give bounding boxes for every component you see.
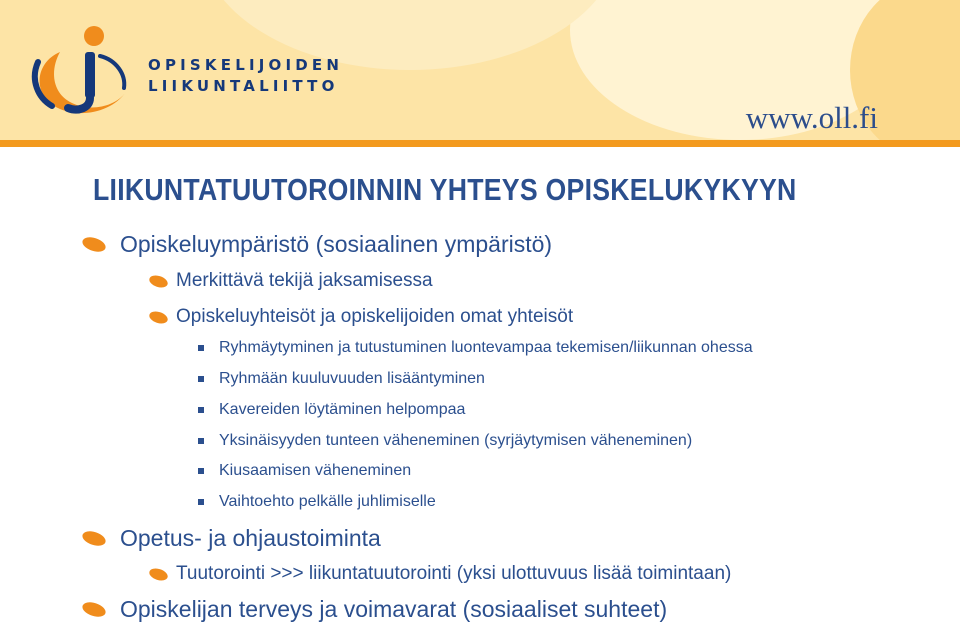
bullet-text: Kavereiden löytäminen helpompaa [219, 401, 466, 418]
bullet-text: Opetus- ja ohjaustoiminta [120, 525, 381, 551]
bullet-item [149, 270, 433, 292]
slide-title: LIIKUNTATUUTOROINNIN YHTEYS OPISKELUKYKYYN [93, 172, 797, 207]
bullet-icon [148, 273, 169, 289]
bullet-item [198, 432, 692, 450]
bullet-item [82, 525, 381, 552]
bullet-item [198, 401, 465, 419]
bullet-item [149, 563, 731, 585]
bullet-item [198, 462, 411, 480]
square-bullet-icon [198, 468, 204, 474]
logo-line-1: OPISKELIJOIDEN [148, 56, 344, 74]
square-bullet-icon [198, 376, 204, 382]
bullet-text: Opiskeluyhteisöt ja opiskelijoiden omat yhteisöt [176, 306, 574, 327]
bullet-icon [81, 235, 108, 255]
bullet-icon [148, 566, 169, 582]
bullet-icon [81, 600, 108, 620]
website-url[interactable]: www.oll.fi [745, 100, 878, 135]
bullet-item [82, 596, 667, 623]
square-bullet-icon [198, 438, 204, 444]
square-bullet-icon [198, 499, 204, 505]
bullet-text: Kiusaamisen väheneminen [219, 462, 412, 479]
square-bullet-icon [198, 345, 204, 351]
bullet-text: Ryhmään kuuluvuuden lisääntyminen [219, 370, 485, 387]
bullet-item [198, 493, 436, 511]
bullet-icon [81, 529, 108, 549]
square-bullet-icon [198, 407, 204, 413]
bullet-text: Tuutorointi >>> liikuntatuutorointi (yksi ulottuvuus lisää toimintaan) [176, 563, 732, 584]
bullet-text: Yksinäisyyden tunteen väheneminen (syrjäytymisen väheneminen) [219, 432, 693, 449]
bullet-item [198, 370, 485, 388]
bullet-text: Opiskeluympäristö (sosiaalinen ympäristö) [120, 231, 553, 257]
bullet-text: Vaihtoehto pelkälle juhlimiselle [219, 493, 436, 510]
bullet-text: Merkittävä tekijä jaksamisessa [176, 270, 433, 291]
bullet-item [198, 339, 753, 357]
logo-line-2: LIIKUNTALIITTO [148, 77, 339, 95]
bullet-item [149, 306, 573, 328]
bullet-text: Ryhmäytyminen ja tutustuminen luontevampaa tekemisen/liikunnan ohessa [219, 339, 753, 356]
bullet-icon [148, 309, 169, 325]
bullet-item [82, 231, 552, 258]
bullet-text: Opiskelijan terveys ja voimavarat (sosiaaliset suhteet) [120, 596, 668, 622]
